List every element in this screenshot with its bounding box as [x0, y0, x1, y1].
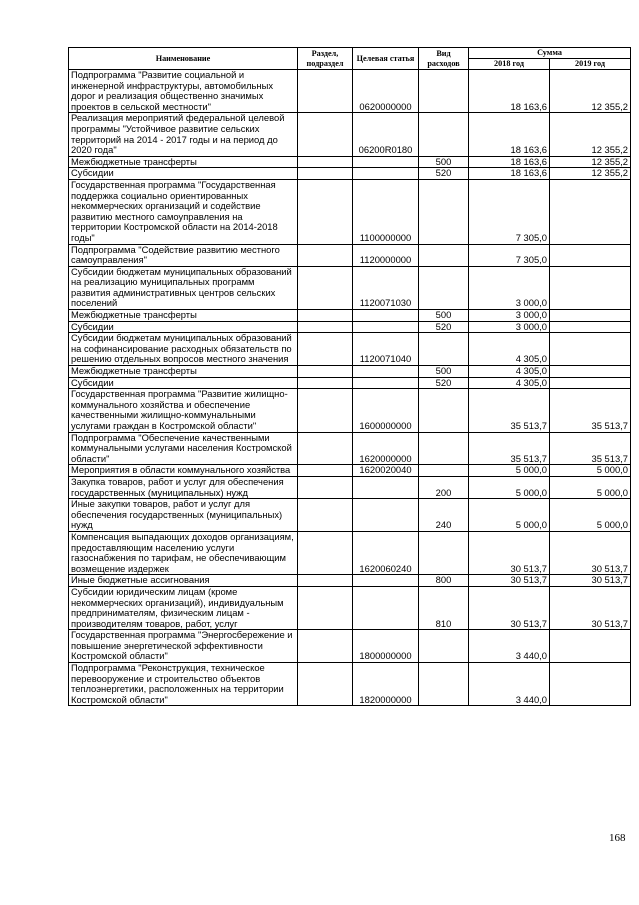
row-section-cell: [298, 499, 353, 532]
row-expense-type-cell: [419, 266, 469, 309]
row-expense-type-cell: [419, 244, 469, 266]
row-target-cell: 0620000000: [353, 70, 419, 113]
row-sum-2018-cell: 4 305,0: [469, 377, 550, 389]
row-sum-2018-cell: 3 440,0: [469, 630, 550, 663]
table-row: [69, 575, 631, 587]
row-sum-2019-cell: [550, 179, 631, 244]
row-target-cell: 1120071040: [353, 333, 419, 366]
table-row: [69, 389, 631, 432]
row-name-cell: Межбюджетные трансферты: [69, 366, 298, 378]
row-sum-2018-cell: 35 513,7: [469, 389, 550, 432]
row-expense-type-cell: 500: [419, 366, 469, 378]
table-row: [69, 630, 631, 663]
row-sum-2018-cell: 3 000,0: [469, 321, 550, 333]
row-sum-2018-cell: 18 163,6: [469, 156, 550, 168]
row-section-cell: [298, 366, 353, 378]
row-sum-2018-cell: 3 440,0: [469, 663, 550, 706]
row-expense-type-cell: [419, 70, 469, 113]
row-sum-2019-cell: [550, 244, 631, 266]
row-sum-2018-cell: 30 513,7: [469, 575, 550, 587]
row-sum-2018-cell: 30 513,7: [469, 531, 550, 574]
row-expense-type-cell: 500: [419, 156, 469, 168]
row-section-cell: [298, 70, 353, 113]
row-target-cell: 1120071030: [353, 266, 419, 309]
row-name-cell: Межбюджетные трансферты: [69, 156, 298, 168]
row-target-cell: [353, 476, 419, 498]
row-sum-2018-cell: 35 513,7: [469, 432, 550, 465]
row-sum-2018-cell: 4 305,0: [469, 333, 550, 366]
row-section-cell: [298, 663, 353, 706]
row-sum-2019-cell: [550, 333, 631, 366]
row-sum-2019-cell: [550, 366, 631, 378]
table-row: [69, 586, 631, 629]
row-target-cell: 1100000000: [353, 179, 419, 244]
row-expense-type-cell: [419, 179, 469, 244]
table-header: [69, 48, 631, 70]
header-year-2019: 2019 год: [550, 59, 631, 70]
row-name-cell: Субсидии: [69, 321, 298, 333]
row-section-cell: [298, 113, 353, 156]
table-body: [69, 70, 631, 706]
row-name-cell: Государственная программа "Развитие жилищно-коммунального хозяйства и обеспечение качественными жилищно-коммунальными услугами граждан в Костромской области": [69, 389, 298, 432]
row-name-cell: Субсидии бюджетам муниципальных образований на реализацию муниципальных программ развития административных центров сельских поселений: [69, 266, 298, 309]
row-section-cell: [298, 531, 353, 574]
row-name-cell: Подпрограмма "Содействие развитию местного самоуправления": [69, 244, 298, 266]
row-sum-2019-cell: [550, 266, 631, 309]
table-row: [69, 432, 631, 465]
row-expense-type-cell: [419, 630, 469, 663]
table-row: [69, 531, 631, 574]
row-sum-2018-cell: 5 000,0: [469, 465, 550, 477]
row-section-cell: [298, 575, 353, 587]
row-section-cell: [298, 266, 353, 309]
row-name-cell: Субсидии бюджетам муниципальных образований на софинансирование расходных обязательств по решению отдельных вопросов местного значения: [69, 333, 298, 366]
row-expense-type-cell: 520: [419, 321, 469, 333]
row-sum-2018-cell: 5 000,0: [469, 476, 550, 498]
row-section-cell: [298, 476, 353, 498]
table-row: [69, 663, 631, 706]
row-expense-type-cell: [419, 663, 469, 706]
table-row: [69, 321, 631, 333]
header-sum: Сумма: [469, 48, 631, 59]
row-target-cell: [353, 377, 419, 389]
row-expense-type-cell: [419, 333, 469, 366]
row-sum-2019-cell: 12 355,2: [550, 70, 631, 113]
row-section-cell: [298, 377, 353, 389]
row-name-cell: Иные бюджетные ассигнования: [69, 575, 298, 587]
row-target-cell: [353, 366, 419, 378]
row-name-cell: Государственная программа "Энергосбережение и повышение энергетической эффективности Костромской области": [69, 630, 298, 663]
row-sum-2019-cell: 30 513,7: [550, 586, 631, 629]
row-target-cell: 1120000000: [353, 244, 419, 266]
row-sum-2019-cell: 30 513,7: [550, 531, 631, 574]
row-sum-2018-cell: 30 513,7: [469, 586, 550, 629]
row-expense-type-cell: 800: [419, 575, 469, 587]
row-target-cell: [353, 575, 419, 587]
row-name-cell: Компенсация выпадающих доходов организациям, предоставляющим населению услуги газоснабжения по тарифам, не обеспечивающим возмещение издержек: [69, 531, 298, 574]
row-name-cell: Субсидии: [69, 168, 298, 180]
table-row: [69, 499, 631, 532]
row-name-cell: Мероприятия в области коммунального хозяйства: [69, 465, 298, 477]
budget-table: [68, 47, 631, 706]
row-target-cell: 1600000000: [353, 389, 419, 432]
row-section-cell: [298, 465, 353, 477]
row-sum-2019-cell: 5 000,0: [550, 465, 631, 477]
header-target: Целевая статья: [353, 48, 419, 70]
row-section-cell: [298, 432, 353, 465]
row-expense-type-cell: [419, 389, 469, 432]
row-sum-2018-cell: 18 163,6: [469, 168, 550, 180]
row-sum-2019-cell: 12 355,2: [550, 113, 631, 156]
row-name-cell: Реализация мероприятий федеральной целевой программы "Устойчивое развитие сельских территорий на 2014 - 2017 годы и на период до 2020 года": [69, 113, 298, 156]
row-sum-2018-cell: 18 163,6: [469, 70, 550, 113]
row-sum-2019-cell: 12 355,2: [550, 156, 631, 168]
header-name: Наименование: [69, 48, 298, 70]
row-sum-2019-cell: 5 000,0: [550, 499, 631, 532]
row-expense-type-cell: [419, 432, 469, 465]
row-target-cell: 1800000000: [353, 630, 419, 663]
row-section-cell: [298, 333, 353, 366]
row-sum-2018-cell: 3 000,0: [469, 266, 550, 309]
row-sum-2018-cell: 3 000,0: [469, 310, 550, 322]
row-name-cell: Субсидии юридическим лицам (кроме некоммерческих организаций), индивидуальным предпринимателям, физическим лицам - производителям товаров, работ, услуг: [69, 586, 298, 629]
row-section-cell: [298, 389, 353, 432]
table-row: [69, 70, 631, 113]
row-target-cell: [353, 168, 419, 180]
row-sum-2019-cell: [550, 630, 631, 663]
row-expense-type-cell: 240: [419, 499, 469, 532]
row-target-cell: [353, 586, 419, 629]
row-sum-2019-cell: 5 000,0: [550, 476, 631, 498]
table-row: [69, 310, 631, 322]
row-target-cell: [353, 321, 419, 333]
row-sum-2019-cell: 12 355,2: [550, 168, 631, 180]
table-row: [69, 333, 631, 366]
row-section-cell: [298, 168, 353, 180]
table-row: [69, 266, 631, 309]
row-expense-type-cell: 200: [419, 476, 469, 498]
row-name-cell: Подпрограмма "Развитие социальной и инженерной инфраструктуры, автомобильных дорог и реализация общественно значимых проектов в сельской местности": [69, 70, 298, 113]
header-year-2018: 2018 год: [469, 59, 550, 70]
row-section-cell: [298, 244, 353, 266]
row-expense-type-cell: 810: [419, 586, 469, 629]
row-expense-type-cell: 520: [419, 168, 469, 180]
row-target-cell: 1620000000: [353, 432, 419, 465]
row-sum-2019-cell: 30 513,7: [550, 575, 631, 587]
header-section: Раздел, подраздел: [298, 48, 353, 70]
row-target-cell: 1620060240: [353, 531, 419, 574]
row-name-cell: Иные закупки товаров, работ и услуг для обеспечения государственных (муниципальных) нужд: [69, 499, 298, 532]
row-target-cell: 06200R0180: [353, 113, 419, 156]
row-sum-2019-cell: [550, 377, 631, 389]
row-name-cell: Подпрограмма "Обеспечение качественными коммунальными услугами населения Костромской области": [69, 432, 298, 465]
row-expense-type-cell: [419, 465, 469, 477]
row-section-cell: [298, 156, 353, 168]
row-name-cell: Подпрограмма "Реконструкция, техническое перевооружение и строительство объектов теплоэнергетики, расположенных на территории Костромской области": [69, 663, 298, 706]
table-row: [69, 179, 631, 244]
row-sum-2019-cell: [550, 321, 631, 333]
table-row: [69, 168, 631, 180]
row-section-cell: [298, 179, 353, 244]
row-target-cell: [353, 310, 419, 322]
row-section-cell: [298, 321, 353, 333]
row-name-cell: Государственная программа "Государственная поддержка социально ориентированных некоммерческих организаций и содействие развитию местного самоуправления на территории Костромской области на 2014-2018 годы": [69, 179, 298, 244]
row-section-cell: [298, 310, 353, 322]
row-expense-type-cell: [419, 531, 469, 574]
row-section-cell: [298, 630, 353, 663]
row-expense-type-cell: [419, 113, 469, 156]
row-sum-2019-cell: 35 513,7: [550, 389, 631, 432]
table-row: [69, 366, 631, 378]
row-expense-type-cell: 500: [419, 310, 469, 322]
row-target-cell: [353, 156, 419, 168]
row-target-cell: 1620020040: [353, 465, 419, 477]
table-row: [69, 244, 631, 266]
row-sum-2018-cell: 7 305,0: [469, 179, 550, 244]
row-sum-2018-cell: 7 305,0: [469, 244, 550, 266]
row-name-cell: Межбюджетные трансферты: [69, 310, 298, 322]
row-sum-2018-cell: 18 163,6: [469, 113, 550, 156]
row-sum-2018-cell: 4 305,0: [469, 366, 550, 378]
page-number: 168: [609, 832, 626, 844]
row-target-cell: [353, 499, 419, 532]
table-row: [69, 476, 631, 498]
table-row: [69, 377, 631, 389]
row-sum-2018-cell: 5 000,0: [469, 499, 550, 532]
table-row: [69, 465, 631, 477]
row-section-cell: [298, 586, 353, 629]
table-row: [69, 156, 631, 168]
row-sum-2019-cell: [550, 663, 631, 706]
row-name-cell: Субсидии: [69, 377, 298, 389]
row-target-cell: 1820000000: [353, 663, 419, 706]
table-row: [69, 113, 631, 156]
row-sum-2019-cell: 35 513,7: [550, 432, 631, 465]
row-sum-2019-cell: [550, 310, 631, 322]
row-name-cell: Закупка товаров, работ и услуг для обеспечения государственных (муниципальных) нужд: [69, 476, 298, 498]
row-expense-type-cell: 520: [419, 377, 469, 389]
header-expense-type: Вид расходов: [419, 48, 469, 70]
